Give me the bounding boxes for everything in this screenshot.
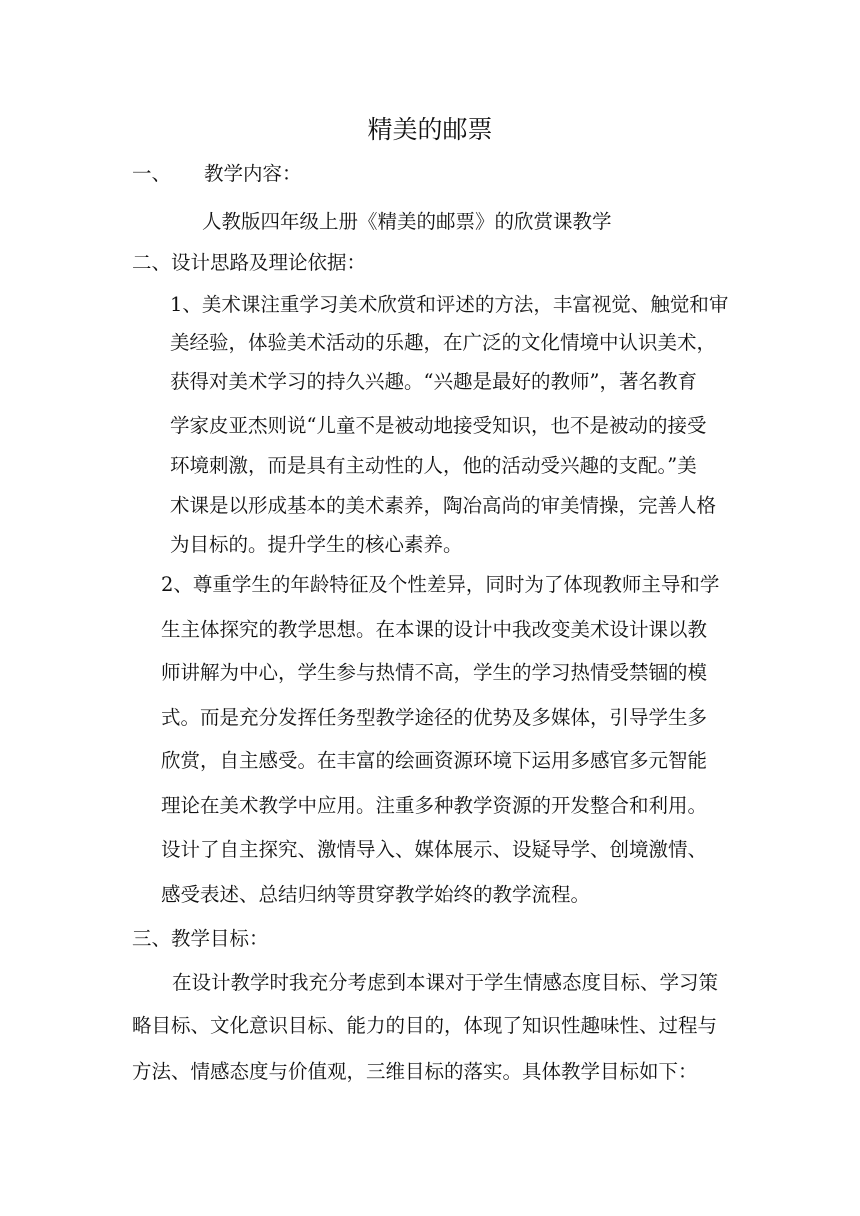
paragraph-line: 2、尊重学生的年龄特征及个性差异，同时为了体现教师主导和学 [161,573,720,596]
section-3-heading: 三、教学目标： [132,927,269,950]
paragraph-line: 美经验，体验美术活动的乐趣，在广泛的文化情境中认识美术， [170,331,717,354]
paragraph-line: 欣赏，自主感受。在丰富的绘画资源环境下运用多感官多元智能 [161,749,708,772]
section-1-number: 一、 [132,162,172,185]
document-title: 精美的邮票 [367,115,493,144]
section-2-heading: 二、设计思路及理论依据： [132,251,367,274]
paragraph-line: 感受表述、总结归纳等贯穿教学始终的教学流程。 [161,883,591,906]
paragraph-line: 环境刺激，而是具有主动性的人，他的活动受兴趣的支配。”美 [170,454,697,477]
paragraph-line: 方法、情感态度与价值观，三维目标的落实。具体教学目标如下： [132,1060,698,1083]
paragraph-line: 设计了自主探究、激情导入、媒体展示、设疑导学、创境激情、 [161,838,708,861]
paragraph-line: 术课是以形成基本的美术素养，陶冶高尚的审美情操，完善人格 [170,494,717,517]
paragraph-line: 获得对美术学习的持久兴趣。“兴趣是最好的教师”，著名教育 [170,370,697,393]
paragraph-line: 学家皮亚杰则说“儿童不是被动地接受知识，也不是被动的接受 [170,414,707,437]
paragraph-line: 生主体探究的教学思想。在本课的设计中我改变美术设计课以教 [161,618,708,641]
paragraph-line: 为目标的。提升学生的核心素养。 [170,533,463,556]
paragraph-line: 略目标、文化意识目标、能力的目的，体现了知识性趣味性、过程与 [132,1014,718,1037]
paragraph-line: 师讲解为中心，学生参与热情不高，学生的学习热情受禁锢的模 [161,661,708,684]
section-1-body: 人教版四年级上册《精美的邮票》的欣赏课教学 [202,210,612,233]
paragraph-line: 式。而是充分发挥任务型教学途径的优势及多媒体，引导学生多 [161,706,708,729]
paragraph-line: 在设计教学时我充分考虑到本课对于学生情感态度目标、学习策 [172,971,719,994]
paragraph-line: 1、美术课注重学习美术欣赏和评述的方法，丰富视觉、触觉和审 [170,293,729,316]
paragraph-line: 理论在美术教学中应用。注重多种教学资源的开发整合和利用。 [161,794,708,817]
section-1-heading: 教学内容： [204,162,302,185]
